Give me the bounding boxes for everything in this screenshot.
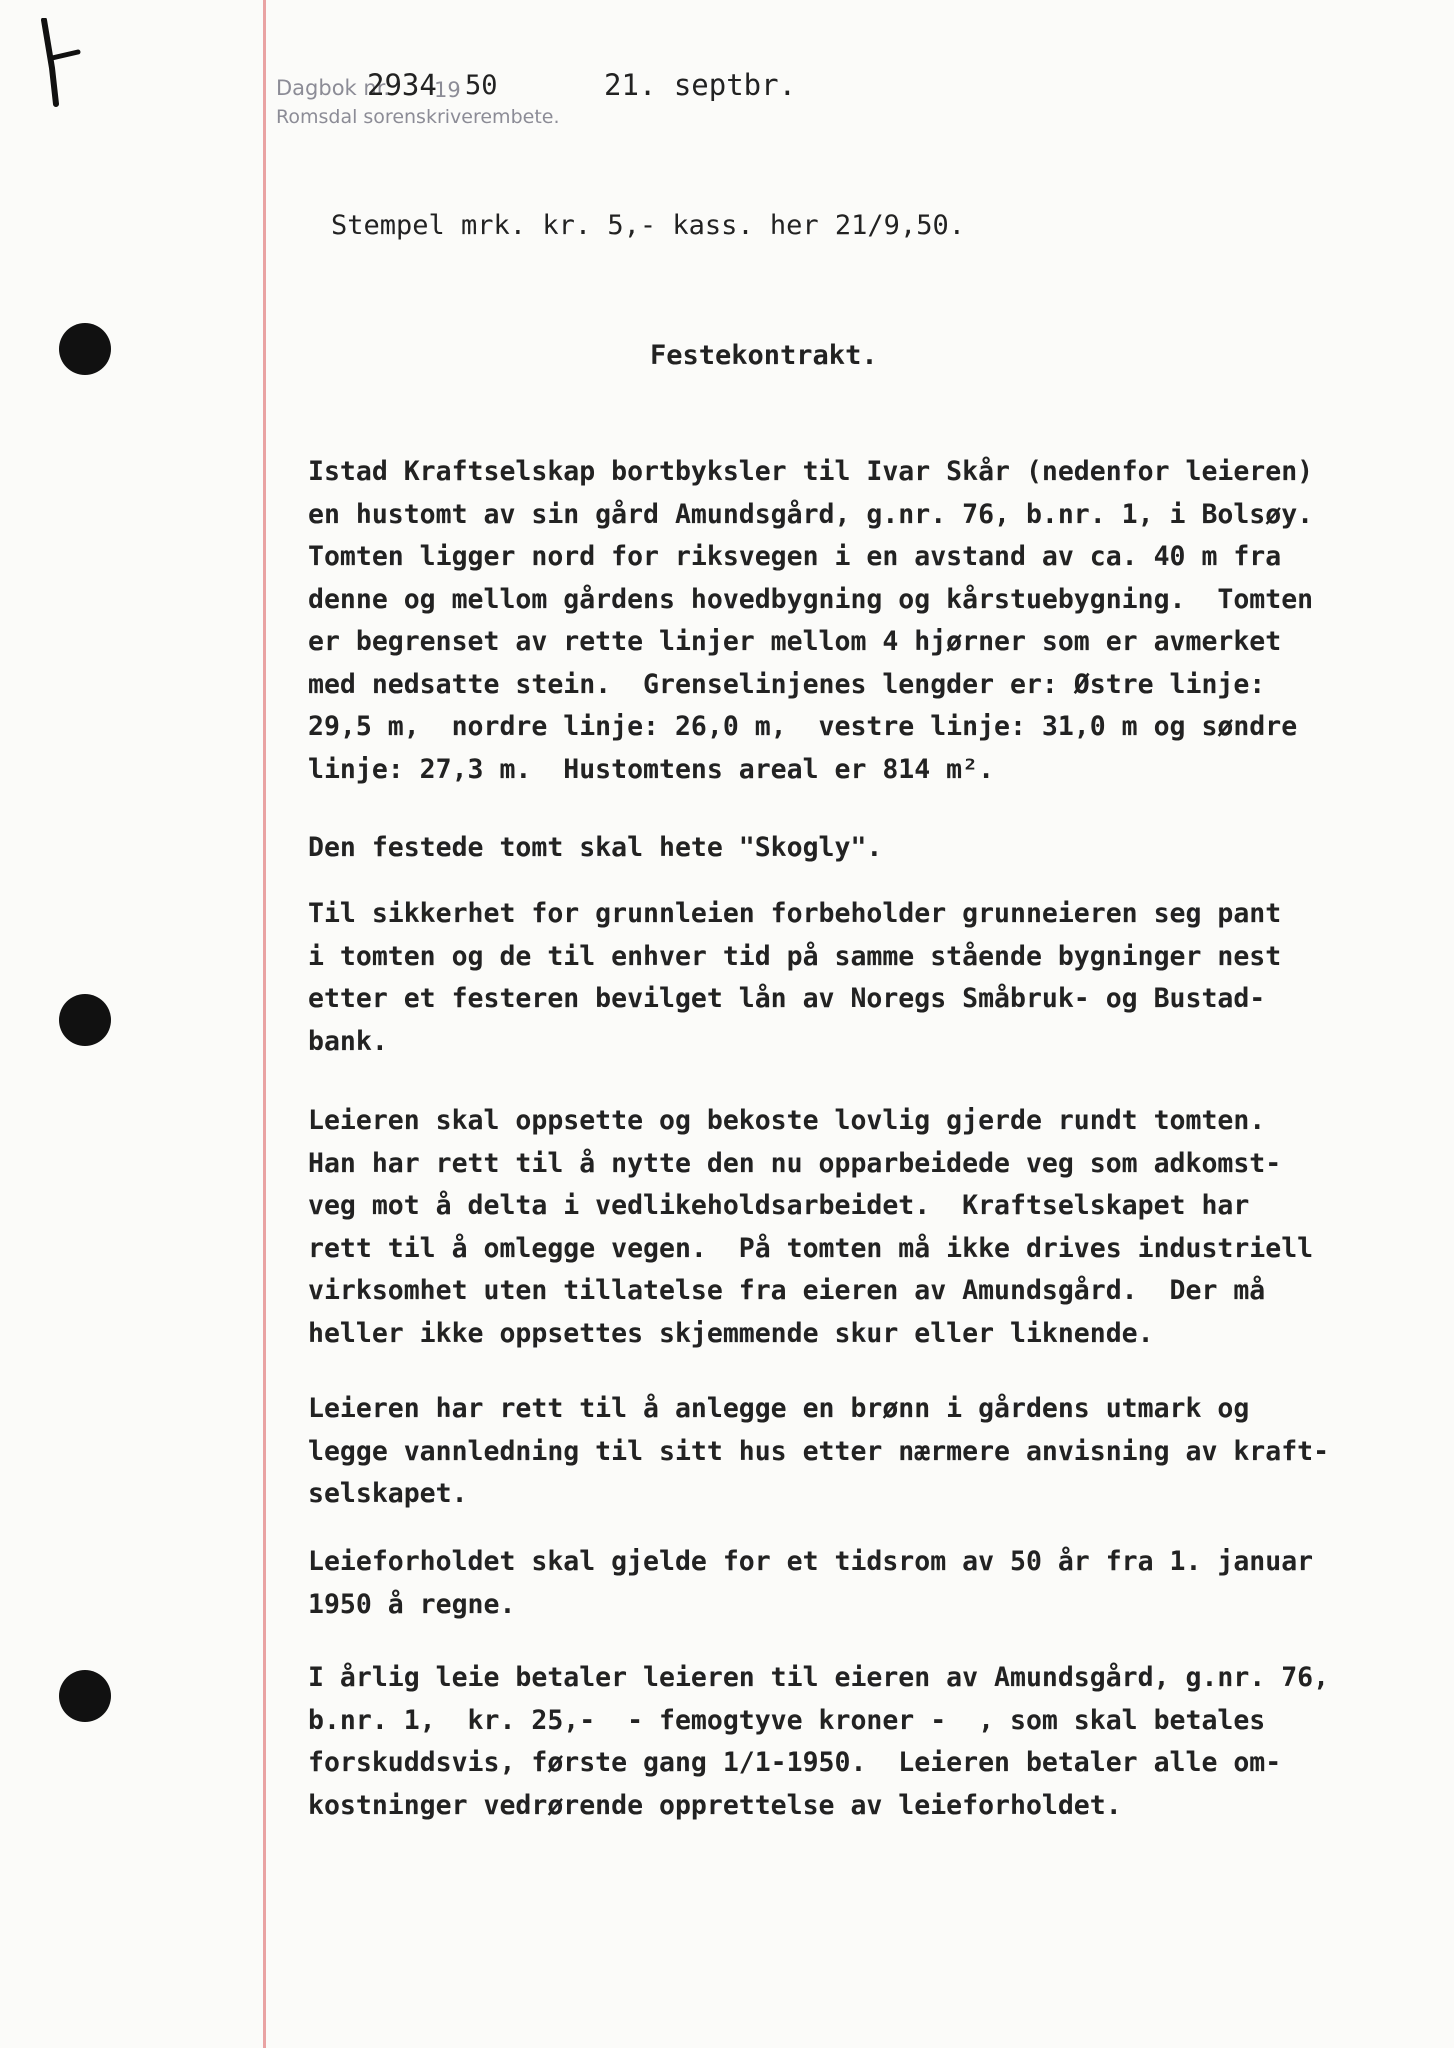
paragraph-well: Leieren har rett til å anlegge en brønn i gårdens utmark og legge vannledning til sitt hus etter nærmere anvisning av kraft- selskapet. xyxy=(308,1393,1330,1509)
paragraph-rent: I årlig leie betaler leieren til eieren av Amundsgård, g.nr. 76, b.nr. 1, kr. 25,- - femogtyve kroner - , som skal betales forskuddsvis, første gang 1/1-1950. Leieren betaler alle om- kostninger vedrørende opprettelse av leieforholdet. xyxy=(308,1662,1330,1821)
document-title: Festekontrakt. xyxy=(650,340,878,371)
punch-hole-bottom xyxy=(59,1670,111,1722)
paragraph-site-name: Den festede tomt skal hete "Skogly". xyxy=(308,832,883,863)
journal-date: 21. septbr. xyxy=(604,68,797,102)
paragraph-term: Leieforholdet skal gjelde for et tidsrom av 50 år fra 1. januar 1950 å regne. xyxy=(308,1546,1314,1620)
stamp-label: Dagbok nr. xyxy=(276,76,391,100)
stamp-duty-line: Stempel mrk. kr. 5,- kass. her 21/9,50. xyxy=(331,210,965,241)
margin-rule xyxy=(263,0,266,2048)
stamp-office: Romsdal sorenskriverembete. xyxy=(276,106,560,128)
corner-ink-mark xyxy=(30,18,90,108)
journal-year: 50 xyxy=(465,70,498,101)
punch-hole-middle xyxy=(59,994,111,1046)
punch-hole-top xyxy=(59,323,111,375)
paragraph-fencing-road: Leieren skal oppsette og bekoste lovlig gjerde rundt tomten. Han har rett til å nytte den nu opparbeidede veg som adkomst- veg mot å delta i vedlikeholdsarbeidet. Kraftselskapet har rett til å omlegge vegen. På tomten må ikke drives industriell virksomhet uten tillatelse fra eieren av Amundsgård. Der må heller ikke oppsettes skjemmende skur eller liknende. xyxy=(308,1105,1314,1349)
stamp-year-prefix: 19 xyxy=(434,78,461,102)
paragraph-security: Til sikkerhet for grunnleien forbeholder grunneieren seg pant i tomten og de til enhver tid på samme stående bygninger nest etter et festeren bevilget lån av Noregs Småbruk- og Bustad- bank. xyxy=(308,898,1282,1057)
journal-number: 2934 xyxy=(367,68,437,102)
paragraph-site-description: Istad Kraftselskap bortbyksler til Ivar Skår (nedenfor leieren) en hustomt av sin gård Amundsgård, g.nr. 76, b.nr. 1, i Bolsøy. Tomten ligger nord for riksvegen i en avstand av ca. 40 m fra denne og mellom gårdens hovedbygning og kårstuebygning. Tomten er begrenset av rette linjer mellom 4 hjørner som er avmerket med nedsatte stein. Grenselinjenes lengder er: Østre linje: 29,5 m, nordre linje: 26,0 m, vestre linje: 31,0 m og søndre linje: 27,3 m. Hustomtens areal er 814 m². xyxy=(308,456,1314,785)
